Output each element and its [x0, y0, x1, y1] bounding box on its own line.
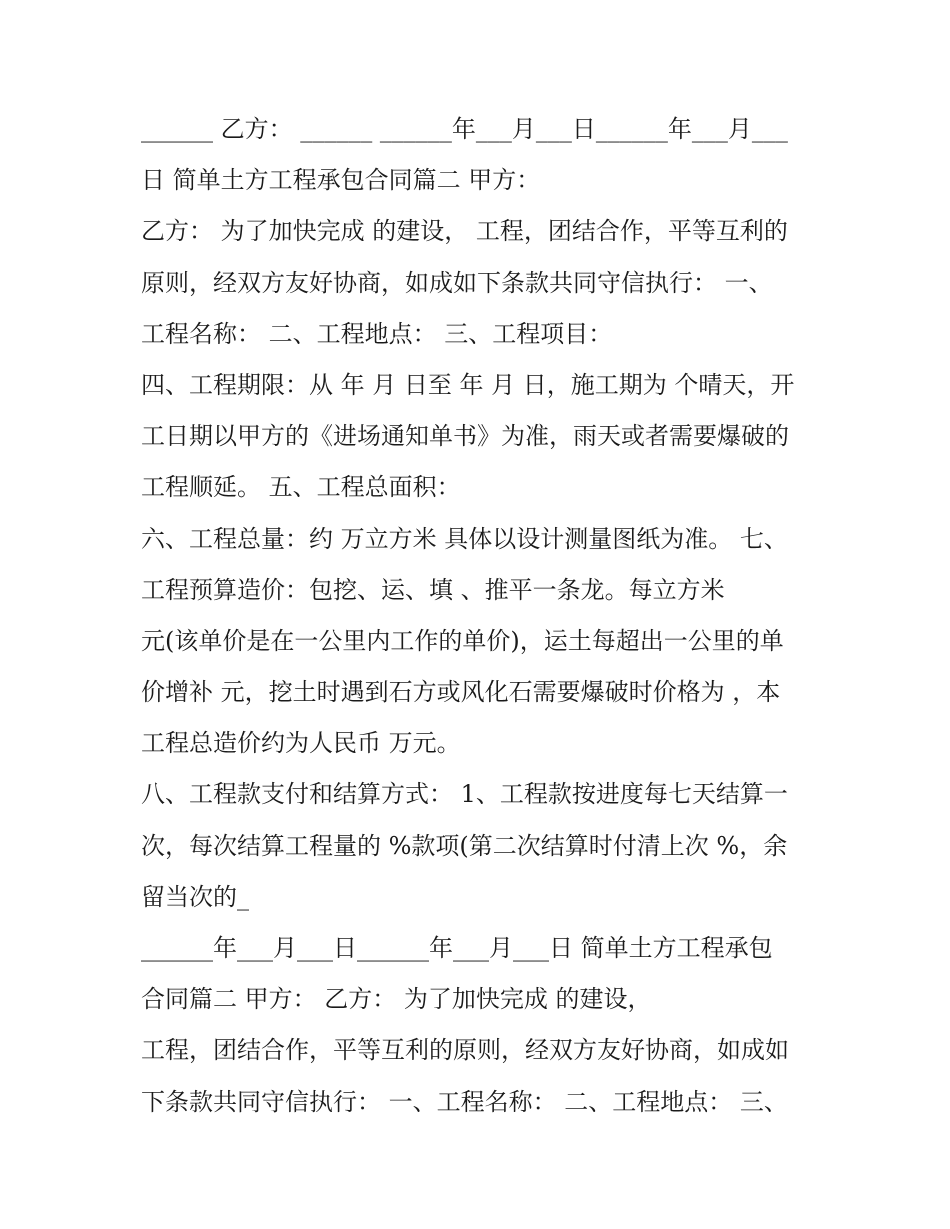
contract-text — [141, 104, 831, 1128]
text-line-7: 工日期以甲方的《进场通知单书》为准，雨天或者需要爆破的 — [141, 422, 789, 451]
text-line-14: 八、工程款支付和结算方式： 1、工程款按进度每七天结算一 — [141, 780, 788, 809]
text-line-15: 次，每次结算工程量的 %款项(第二次结算时付清上次 %，余 — [141, 831, 788, 860]
text-line-3: 乙方： 为了加快完成 的建设， 工程，团结合作，平等互利的 — [141, 217, 788, 246]
text-line-10: 工程预算造价：包挖、运、填 、推平一条龙。每立方米 — [141, 575, 725, 604]
text-line-20: 下条款共同守信执行： 一、工程名称： 二、工程地点： 三、 — [141, 1087, 788, 1116]
text-line-12: 价增补 元，挖土时遇到石方或风化石需要爆破时价格为 ，本 — [141, 678, 781, 707]
text-line-13: 工程总造价约为人民币 万元。 — [141, 729, 461, 758]
text-line-2: 日 简单土方工程承包合同篇二 甲方： — [141, 166, 541, 195]
text-line-9: 六、工程总量：约 万立方米 具体以设计测量图纸为准。 七、 — [141, 524, 788, 553]
text-line-16: 留当次的_ — [141, 882, 249, 911]
text-line-11: 元(该单价是在一公里内工作的单价)，运土每超出一公里的单 — [141, 626, 784, 655]
text-line-4: 原则，经双方友好协商，如成如下条款共同守信执行： 一、 — [141, 268, 773, 297]
text-line-19: 工程，团结合作，平等互利的原则，经双方友好协商，如成如 — [141, 1036, 789, 1065]
text-line-18: 合同篇二 甲方： 乙方： 为了加快完成 的建设， — [141, 985, 652, 1014]
text-line-5: 工程名称： 二、工程地点： 三、工程项目： — [141, 319, 613, 348]
text-line-17: ______年___月___日______年___月___日 简单土方工程承包 — [141, 934, 773, 962]
text-line-6: 四、工程期限：从 年 月 日至 年 月 日，施工期为 个晴天，开 — [141, 370, 795, 399]
text-line-8: 工程顺延。 五、工程总面积： — [141, 473, 461, 502]
text-line-1: ______ 乙方： ______ ______年___月___日______年___月___ — [141, 115, 788, 143]
